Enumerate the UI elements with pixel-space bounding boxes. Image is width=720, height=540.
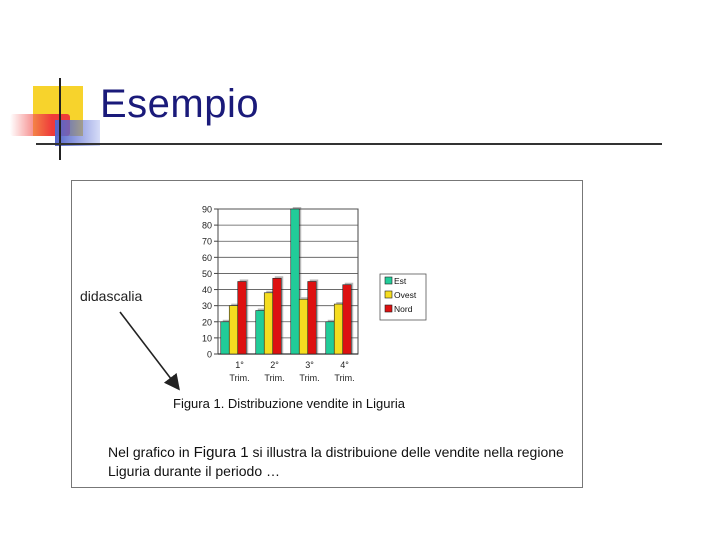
figure-reference: Figura 1 [193,444,249,461]
y-tick-label: 60 [201,252,212,263]
y-tick-label: 80 [201,220,212,231]
bar-nord [238,282,247,355]
body-text-start: Nel grafico in [108,444,194,460]
bar-nord [343,285,352,354]
bar-ovest [264,293,273,354]
legend-swatch-est [385,277,392,284]
bar-est [221,322,230,354]
y-tick-label: 40 [201,285,212,296]
body-paragraph [108,443,583,481]
figure-caption: Figura 1. Distribuzione vendite in Liguria [173,396,405,411]
y-tick-label: 30 [201,301,212,312]
legend-label-nord: Nord [394,304,413,314]
x-tick-label: Trim. [334,373,355,383]
y-tick-label: 0 [206,349,212,360]
callout-label: didascalia [80,288,143,304]
bar-est [326,322,335,354]
legend-swatch-nord [385,305,392,312]
x-tick-label: 4° [340,360,349,370]
x-tick-label: 2° [270,360,279,370]
y-tick-label: 70 [201,236,212,247]
bar-nord [273,278,282,354]
legend-label-est: Est [394,276,407,286]
y-tick-label: 20 [201,317,212,328]
slide-title: Esempio [100,82,260,126]
bar-nord [308,282,317,355]
x-tick-label: Trim. [229,373,250,383]
bar-est [256,311,265,355]
x-tick-label: Trim. [264,373,285,383]
y-tick-label: 10 [201,333,212,344]
legend-label-ovest: Ovest [394,290,417,300]
y-tick-label: 90 [201,204,212,215]
x-tick-label: Trim. [299,373,320,383]
bar-est [291,209,300,354]
legend-swatch-ovest [385,291,392,298]
x-tick-label: 1° [235,360,244,370]
bar-ovest [229,306,238,354]
bar-ovest [299,299,308,354]
bar-ovest [334,304,343,354]
y-tick-label: 50 [201,268,212,279]
x-tick-label: 3° [305,360,314,370]
body-text-end: si illustra la distribuione delle vendite nella regione Liguria durante il periodo … [108,444,564,479]
